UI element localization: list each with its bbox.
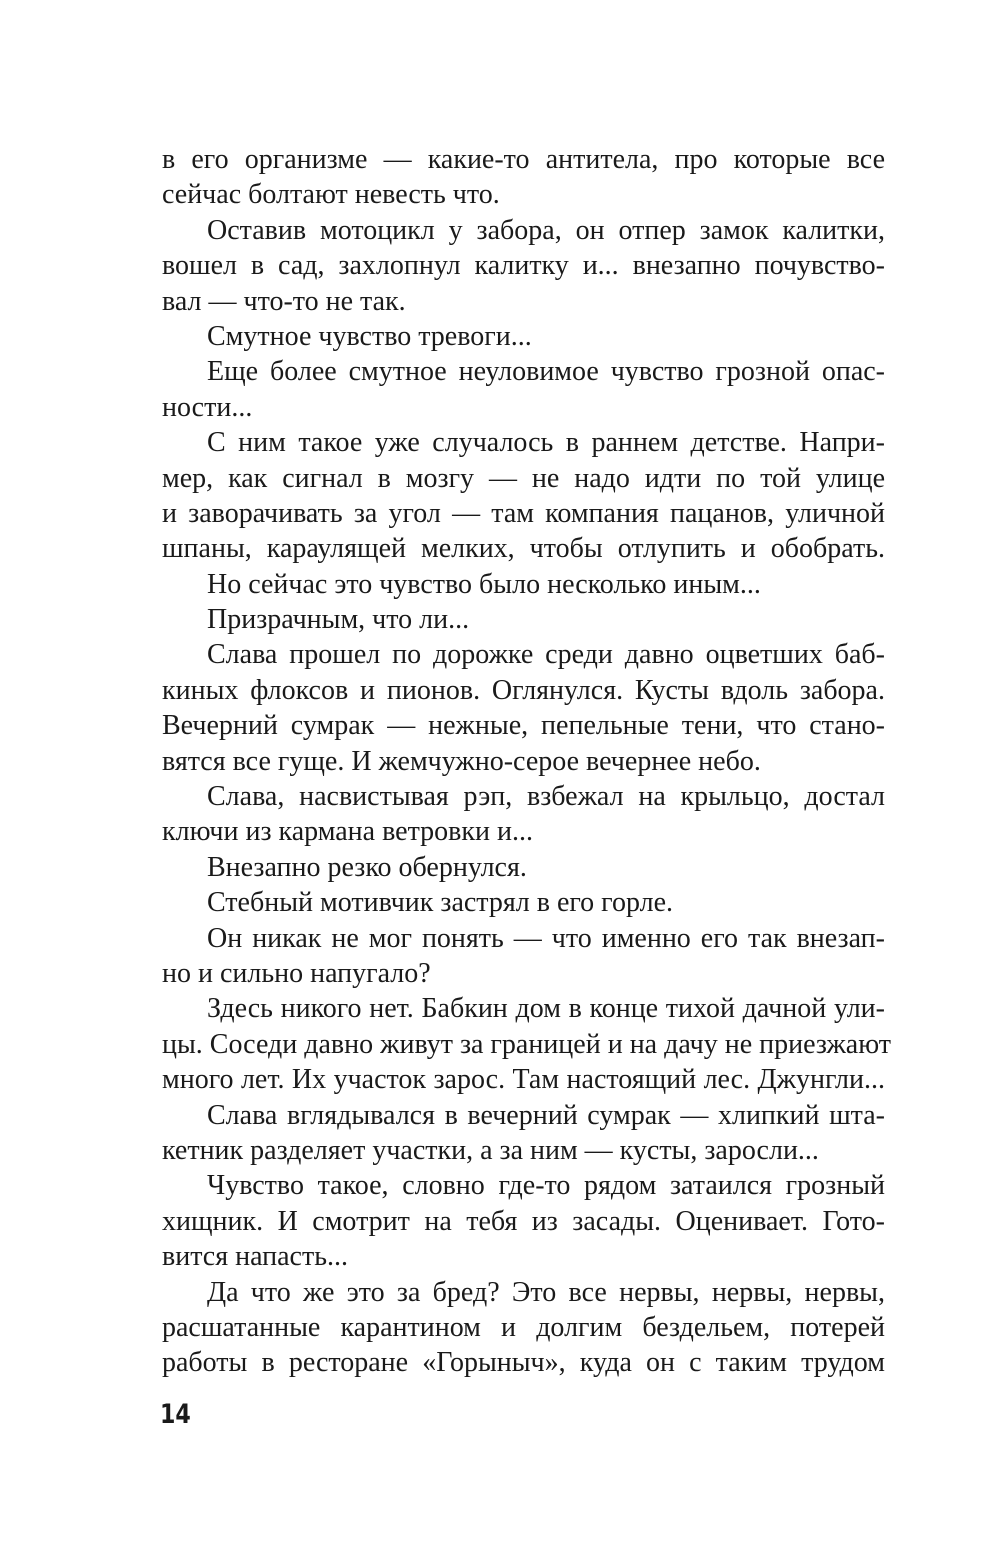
text-line: Оставив мотоцикл у забора, он отпер замок калитки, — [207, 214, 885, 246]
text-line: Стебный мотивчик застрял в его горле. — [207, 887, 673, 919]
text-line: вятся все гуще. И жемчужно-серое вечернее небо. — [162, 745, 761, 777]
text-line: сейчас болтают невесть что. — [162, 179, 500, 211]
text-line: работы в ресторане «Горыныч», куда он с таким трудом — [162, 1347, 885, 1379]
text-line: Слава, насвистывая рэп, взбежал на крыльцо, достал — [207, 781, 885, 813]
text-line: расшатанные карантином и долгим бездельем, потерей — [162, 1311, 885, 1343]
text-line: шпаны, караулящей мелких, чтобы отлупить и обобрать. — [162, 533, 885, 565]
text-line: ключи из кармана ветровки и... — [162, 816, 533, 848]
text-line: цы. Соседи давно живут за границей и на дачу не приезжают — [162, 1028, 891, 1060]
page-number: 14 — [160, 1399, 191, 1430]
text-line: Но сейчас это чувство было несколько иным... — [207, 568, 761, 600]
text-line: кетник разделяет участки, а за ним — кусты, заросли... — [162, 1134, 819, 1166]
text-line: Призрачным, что ли... — [207, 604, 470, 636]
text-line: вал — что-то не так. — [162, 285, 406, 317]
text-line: Еще более смутное неуловимое чувство грозной опас- — [207, 356, 885, 388]
text-line: Смутное чувство тревоги... — [207, 320, 532, 352]
text-line: но и сильно напугало? — [162, 957, 431, 989]
text-line: Да что же это за бред? Это все нервы, нервы, нервы, — [207, 1276, 885, 1308]
text-line: мер, как сигнал в мозгу — не надо идти по той улице — [162, 462, 885, 494]
text-line: С ним такое уже случалось в раннем детстве. Напри- — [207, 427, 885, 459]
text-line: и заворачивать за угол — там компания пацанов, уличной — [162, 497, 885, 529]
text-line: ности... — [162, 391, 253, 423]
text-line: киных флоксов и пионов. Оглянулся. Кусты вдоль забора. — [162, 674, 885, 706]
text-line: много лет. Их участок зарос. Там настоящий лес. Джунгли... — [162, 1064, 885, 1096]
text-line: в его организме — какие-то антитела, про которые все — [162, 144, 885, 175]
text-line: Вечерний сумрак — нежные, пепельные тени, что стано- — [162, 710, 885, 742]
text-line: хищник. И смотрит на тебя из засады. Оценивает. Гото- — [162, 1205, 885, 1237]
text-line: Он никак не мог понять — что именно его так внезап- — [207, 922, 885, 954]
text-line: Слава вглядывался в вечерний сумрак — хлипкий шта- — [207, 1099, 885, 1131]
text-line: Чувство такое, словно где-то рядом затаился грозный — [207, 1170, 885, 1202]
text-line: Здесь никого нет. Бабкин дом в конце тихой дачной ули- — [207, 993, 885, 1025]
text-line: вошел в сад, захлопнул калитку и... внезапно почувство- — [162, 250, 885, 282]
text-line: Слава прошел по дорожке среди давно оцветших баб- — [207, 639, 885, 671]
text-line: вится напасть... — [162, 1241, 348, 1273]
body-text — [162, 142, 891, 1381]
text-line: Внезапно резко обернулся. — [207, 851, 527, 883]
